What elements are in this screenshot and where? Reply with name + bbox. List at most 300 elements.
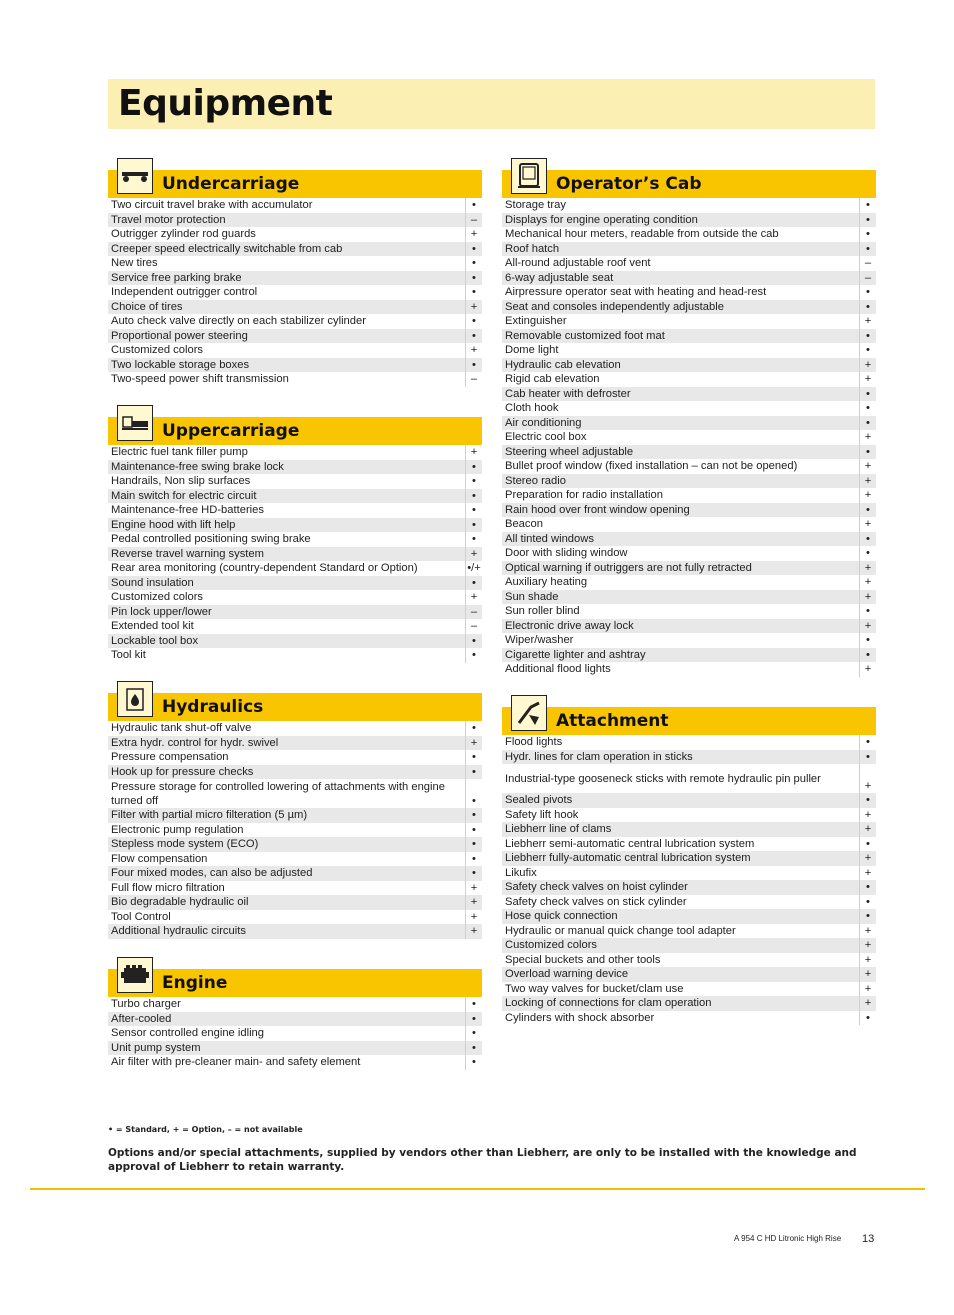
table-row <box>502 909 876 924</box>
feature-name: Four mixed modes, can also be adjusted <box>108 866 466 881</box>
availability-mark: + <box>860 590 877 605</box>
table-row <box>108 503 482 518</box>
availability-mark: • <box>466 808 483 823</box>
availability-mark: + <box>466 445 483 460</box>
feature-name: Unit pump system <box>108 1041 466 1056</box>
availability-mark: + <box>860 619 877 634</box>
availability-mark: • <box>466 503 483 518</box>
availability-mark: • <box>466 721 483 736</box>
availability-mark: • <box>860 532 877 547</box>
availability-mark: • <box>860 198 877 213</box>
availability-mark: + <box>860 982 877 997</box>
table-row <box>502 895 876 910</box>
table-row <box>502 488 876 503</box>
availability-mark: • <box>466 852 483 867</box>
feature-name: Electronic drive away lock <box>502 619 860 634</box>
page-number: 13 <box>862 1233 875 1245</box>
availability-mark: • <box>466 314 483 329</box>
section-hydraulics <box>108 693 482 939</box>
feature-name: Overload warning device <box>502 967 860 982</box>
section-engine <box>108 969 482 1070</box>
table-row <box>502 837 876 852</box>
availability-mark: + <box>860 575 877 590</box>
feature-name: Two way valves for bucket/clam use <box>505 982 684 995</box>
table-row <box>108 474 482 489</box>
feature-name: Safety lift hook <box>505 808 579 821</box>
footer-model: A 954 C HD Litronic High Rise <box>734 1234 842 1243</box>
availability-mark: – <box>860 271 877 286</box>
feature-name: Handrails, Non slip surfaces <box>111 475 251 487</box>
availability-mark: • <box>466 576 483 591</box>
availability-mark: – <box>860 256 877 271</box>
table-row <box>108 213 482 228</box>
availability-mark: + <box>860 851 877 866</box>
table-row <box>108 1026 482 1041</box>
availability-mark: • <box>860 546 877 561</box>
table-row <box>502 967 876 982</box>
availability-mark: + <box>860 474 877 489</box>
table-row <box>502 401 876 416</box>
feature-name: Mechanical hour meters, readable from outside the cab <box>505 228 779 240</box>
availability-mark: • <box>466 750 483 765</box>
section-title: Hydraulics <box>162 697 264 717</box>
feature-name: Dome light <box>505 344 559 356</box>
feature-name: Hydr. lines for clam operation in sticks <box>502 750 860 765</box>
table-row <box>108 721 482 736</box>
availability-mark: • <box>860 880 877 895</box>
table-row <box>502 982 876 997</box>
availability-mark: + <box>860 996 877 1011</box>
availability-mark: • <box>860 387 877 402</box>
table-row <box>502 474 876 489</box>
section-header <box>108 693 482 721</box>
availability-mark: + <box>860 488 877 503</box>
table-row <box>502 633 876 648</box>
table-row <box>108 198 482 213</box>
availability-mark: + <box>860 967 877 982</box>
table-row <box>502 387 876 402</box>
table-row <box>502 575 876 590</box>
section-header <box>108 969 482 997</box>
table-row <box>502 256 876 271</box>
table-row <box>502 198 876 213</box>
availability-mark: • <box>466 198 483 213</box>
feature-name: Removable customized foot mat <box>502 329 860 344</box>
availability-mark: + <box>860 459 877 474</box>
availability-mark: • <box>860 1011 877 1026</box>
feature-name: 6-way adjustable seat <box>502 271 860 286</box>
feature-name: Extended tool kit <box>111 620 194 632</box>
availability-mark: • <box>466 779 483 808</box>
section-header <box>108 417 482 445</box>
table-row <box>108 910 482 925</box>
table-row <box>502 546 876 561</box>
equipment-table <box>108 445 482 663</box>
availability-mark: • <box>466 823 483 838</box>
feature-name: Cloth hook <box>505 402 559 414</box>
table-row <box>108 619 482 634</box>
engine-icon <box>117 957 153 993</box>
availability-mark: • <box>466 242 483 257</box>
availability-mark: + <box>860 866 877 881</box>
table-row <box>502 561 876 576</box>
table-row <box>502 735 876 750</box>
table-row <box>108 881 482 896</box>
table-row <box>108 736 482 751</box>
section-operators-cab <box>502 170 876 677</box>
availability-mark: • <box>466 634 483 649</box>
table-row <box>502 227 876 242</box>
table-row <box>502 851 876 866</box>
feature-name: Proportional power steering <box>108 329 466 344</box>
feature-name: Special buckets and other tools <box>505 953 661 966</box>
availability-mark: • <box>466 256 483 271</box>
table-row <box>108 866 482 881</box>
feature-name: After-cooled <box>108 1012 466 1027</box>
availability-mark: • <box>860 793 877 808</box>
warranty-note: Options and/or special attachments, supplied by vendors other than Liebherr, are only to be installed with the knowledge and approval of Liebherr to retain warranty. <box>108 1147 857 1173</box>
table-row <box>108 285 482 300</box>
table-row <box>502 866 876 881</box>
availability-mark: • <box>860 227 877 242</box>
availability-mark: + <box>466 547 483 562</box>
table-row <box>502 924 876 939</box>
feature-name: Pin lock upper/lower <box>108 605 466 620</box>
availability-mark: • <box>466 1026 483 1041</box>
availability-mark: + <box>860 662 877 677</box>
section-title: Uppercarriage <box>162 421 300 441</box>
feature-name: Roof hatch <box>502 242 860 257</box>
table-row <box>108 590 482 605</box>
availability-mark: • <box>466 489 483 504</box>
feature-name: Tool kit <box>111 649 146 661</box>
equipment-table <box>502 735 876 1025</box>
availability-mark: • <box>860 909 877 924</box>
feature-name: Choice of tires <box>108 300 466 315</box>
availability-mark: + <box>466 227 483 242</box>
availability-mark: •/+ <box>467 562 481 574</box>
table-row <box>502 953 876 968</box>
table-row <box>108 300 482 315</box>
feature-name: Rain hood over front window opening <box>502 503 860 518</box>
table-row <box>502 372 876 387</box>
table-row <box>502 996 876 1011</box>
availability-mark: • <box>860 343 877 358</box>
availability-mark: • <box>860 648 877 663</box>
availability-mark: + <box>860 314 877 329</box>
availability-mark: • <box>466 358 483 373</box>
feature-name: Locking of connections for clam operation <box>502 996 860 1011</box>
feature-name: Hydraulic or manual quick change tool adapter <box>505 924 736 937</box>
availability-mark: • <box>860 735 877 750</box>
table-row <box>108 343 482 358</box>
feature-name: All-round adjustable roof vent <box>505 257 651 269</box>
availability-mark: • <box>860 300 877 315</box>
table-row <box>502 880 876 895</box>
table-row <box>108 256 482 271</box>
availability-mark: • <box>466 474 483 489</box>
availability-mark: + <box>860 764 877 793</box>
feature-name: Sun roller blind <box>505 605 580 617</box>
feature-name: Cigarette lighter and ashtray <box>502 648 860 663</box>
table-row <box>502 808 876 823</box>
equipment-table <box>502 198 876 677</box>
feature-name: Industrial-type gooseneck sticks with remote hydraulic pin puller <box>505 772 821 785</box>
table-row <box>108 634 482 649</box>
table-row <box>108 837 482 852</box>
feature-name: Maintenance-free swing brake lock <box>108 460 466 475</box>
table-row <box>502 459 876 474</box>
table-row <box>502 416 876 431</box>
availability-mark: + <box>466 300 483 315</box>
feature-name: Storage tray <box>505 199 566 211</box>
feature-name: Rear area monitoring (country-dependent Standard or Option) <box>111 562 418 574</box>
availability-mark: + <box>466 881 483 896</box>
table-row <box>108 329 482 344</box>
availability-mark: • <box>860 242 877 257</box>
section-title: Engine <box>162 973 228 993</box>
divider <box>30 1188 925 1190</box>
availability-mark: • <box>860 416 877 431</box>
table-row <box>502 793 876 808</box>
feature-name: New tires <box>111 257 158 269</box>
feature-name: Liebherr semi-automatic central lubrication system <box>505 837 755 850</box>
feature-name: Outrigger zylinder rod guards <box>111 228 256 240</box>
availability-mark: • <box>466 271 483 286</box>
feature-name: Lockable tool box <box>108 634 466 649</box>
table-row <box>502 619 876 634</box>
table-row <box>108 1012 482 1027</box>
availability-mark: • <box>860 750 877 765</box>
availability-mark: • <box>860 401 877 416</box>
availability-mark: • <box>466 1041 483 1056</box>
feature-name: Filter with partial micro filteration (5 µm) <box>108 808 466 823</box>
table-row <box>502 517 876 532</box>
feature-name: Independent outrigger control <box>111 286 258 298</box>
availability-mark: • <box>860 604 877 619</box>
table-row <box>502 822 876 837</box>
feature-name: Auto check valve directly on each stabilizer cylinder <box>111 315 366 327</box>
feature-name: Sun shade <box>502 590 860 605</box>
feature-name: Air conditioning <box>502 416 860 431</box>
table-row <box>502 358 876 373</box>
feature-name: Sealed pivots <box>502 793 860 808</box>
feature-name: Two lockable storage boxes <box>108 358 466 373</box>
feature-name: Turbo charger <box>111 998 181 1010</box>
availability-mark: • <box>466 518 483 533</box>
table-row <box>108 1041 482 1056</box>
feature-name: Displays for engine operating condition <box>502 213 860 228</box>
table-row <box>502 604 876 619</box>
feature-name: Reverse travel warning system <box>108 547 466 562</box>
feature-name: Hook up for pressure checks <box>108 765 466 780</box>
feature-name: Hose quick connection <box>502 909 860 924</box>
equipment-table <box>108 198 482 387</box>
feature-name: Pedal controlled positioning swing brake <box>111 533 311 545</box>
feature-name: Electric fuel tank filler pump <box>111 446 248 458</box>
feature-name: Extinguisher <box>505 315 567 327</box>
availability-mark: + <box>860 430 877 445</box>
feature-name: Additional hydraulic circuits <box>108 924 466 939</box>
section-title: Operator’s Cab <box>556 174 702 194</box>
table-row <box>108 895 482 910</box>
table-row <box>108 808 482 823</box>
availability-mark: – <box>466 619 483 634</box>
feature-name: Liebherr line of clams <box>502 822 860 837</box>
table-row <box>502 590 876 605</box>
availability-mark: + <box>466 910 483 925</box>
feature-name: Likufix <box>505 866 537 879</box>
section-undercarriage <box>108 170 482 387</box>
feature-name: Hydraulic cab elevation <box>502 358 860 373</box>
availability-mark: + <box>860 561 877 576</box>
feature-name: Stepless mode system (ECO) <box>108 837 466 852</box>
table-row <box>108 648 482 663</box>
attachment-icon <box>511 695 547 731</box>
availability-mark: • <box>466 1012 483 1027</box>
table-row <box>502 764 876 793</box>
table-row <box>108 460 482 475</box>
section-title: Attachment <box>556 711 669 731</box>
table-row <box>502 662 876 677</box>
table-row <box>502 532 876 547</box>
feature-name: Beacon <box>505 518 543 530</box>
table-row <box>108 358 482 373</box>
table-row <box>502 285 876 300</box>
feature-name: Two-speed power shift transmission <box>111 373 289 385</box>
feature-name: Air filter with pre-cleaner main- and safety element <box>111 1056 361 1068</box>
table-row <box>502 314 876 329</box>
feature-name: Full flow micro filtration <box>111 881 225 894</box>
feature-name: Airpressure operator seat with heating and head-rest <box>505 286 767 298</box>
feature-name: Hydraulic tank shut-off valve <box>111 722 252 734</box>
table-row <box>502 343 876 358</box>
feature-name: Tool Control <box>111 910 171 923</box>
table-row <box>108 576 482 591</box>
availability-mark: + <box>860 358 877 373</box>
availability-mark: • <box>466 866 483 881</box>
feature-name: Sensor controlled engine idling <box>111 1027 264 1039</box>
section-header <box>108 170 482 198</box>
feature-name: Cylinders with shock absorber <box>505 1011 655 1024</box>
availability-mark: + <box>860 953 877 968</box>
availability-mark: + <box>466 736 483 751</box>
table-row <box>108 750 482 765</box>
undercarriage-icon <box>117 158 153 194</box>
feature-name: Flood lights <box>505 736 563 748</box>
feature-name: Maintenance-free HD-batteries <box>111 504 264 516</box>
table-row <box>108 997 482 1012</box>
availability-mark: + <box>860 517 877 532</box>
section-header <box>502 170 876 198</box>
legend: • = Standard, + = Option, – = not available <box>108 1125 303 1134</box>
table-row <box>108 924 482 939</box>
equipment-table <box>108 721 482 939</box>
table-row <box>502 445 876 460</box>
availability-mark: • <box>860 503 877 518</box>
availability-mark: – <box>466 372 483 387</box>
feature-name: Main switch for electric circuit <box>108 489 466 504</box>
table-row <box>502 750 876 765</box>
feature-name: Safety check valves on hoist cylinder <box>502 880 860 895</box>
table-row <box>108 271 482 286</box>
availability-mark: • <box>466 329 483 344</box>
feature-name: Auxiliary heating <box>505 576 588 588</box>
feature-name: Bullet proof window (fixed installation – can not be opened) <box>505 460 798 472</box>
table-row <box>108 779 482 808</box>
table-row <box>108 823 482 838</box>
feature-name: Door with sliding window <box>505 547 628 559</box>
table-row <box>108 547 482 562</box>
table-row <box>502 300 876 315</box>
page-title: Equipment <box>118 83 333 124</box>
availability-mark: • <box>860 285 877 300</box>
feature-name: Rigid cab elevation <box>505 373 600 385</box>
feature-name: Flow compensation <box>111 852 208 865</box>
availability-mark: • <box>860 633 877 648</box>
table-row <box>502 329 876 344</box>
table-row <box>108 1055 482 1070</box>
feature-name: All tinted windows <box>502 532 860 547</box>
table-row <box>108 489 482 504</box>
feature-name: Service free parking brake <box>108 271 466 286</box>
feature-name: Customized colors <box>111 344 204 356</box>
availability-mark: • <box>466 460 483 475</box>
equipment-table <box>108 997 482 1070</box>
availability-mark: • <box>466 648 483 663</box>
availability-mark: + <box>860 372 877 387</box>
availability-mark: + <box>466 590 483 605</box>
feature-name: Pressure storage for controlled lowering of attachments with engine turned off <box>111 780 445 807</box>
feature-name: Cab heater with defroster <box>502 387 860 402</box>
table-row <box>108 532 482 547</box>
feature-name: Customized colors <box>502 938 860 953</box>
table-row <box>502 648 876 663</box>
feature-name: Safety check valves on stick cylinder <box>505 895 687 908</box>
feature-name: Stereo radio <box>502 474 860 489</box>
feature-name: Electronic pump regulation <box>111 823 244 836</box>
table-row <box>108 852 482 867</box>
availability-mark: • <box>466 837 483 852</box>
feature-name: Wiper/washer <box>505 634 574 646</box>
table-row <box>502 938 876 953</box>
feature-name: Travel motor protection <box>108 213 466 228</box>
feature-name: Pressure compensation <box>111 751 229 763</box>
feature-name: Optical warning if outriggers are not fully retracted <box>502 561 860 576</box>
section-title: Undercarriage <box>162 174 300 194</box>
table-row <box>502 503 876 518</box>
availability-mark: – <box>466 213 483 228</box>
hydraulic-tank-icon <box>117 681 153 717</box>
availability-mark: + <box>466 924 483 939</box>
feature-name: Customized colors <box>111 591 204 603</box>
feature-name: Seat and consoles independently adjustable <box>502 300 860 315</box>
table-row <box>108 765 482 780</box>
feature-name: Sound insulation <box>108 576 466 591</box>
table-row <box>108 372 482 387</box>
feature-name: Creeper speed electrically switchable from cab <box>108 242 466 257</box>
table-row <box>502 242 876 257</box>
feature-name: Two circuit travel brake with accumulator <box>111 199 313 211</box>
availability-mark: • <box>860 213 877 228</box>
section-header <box>502 707 876 735</box>
availability-mark: • <box>860 445 877 460</box>
table-row <box>502 1011 876 1026</box>
table-row <box>502 271 876 286</box>
table-row <box>108 605 482 620</box>
table-row <box>108 561 482 576</box>
availability-mark: – <box>466 605 483 620</box>
